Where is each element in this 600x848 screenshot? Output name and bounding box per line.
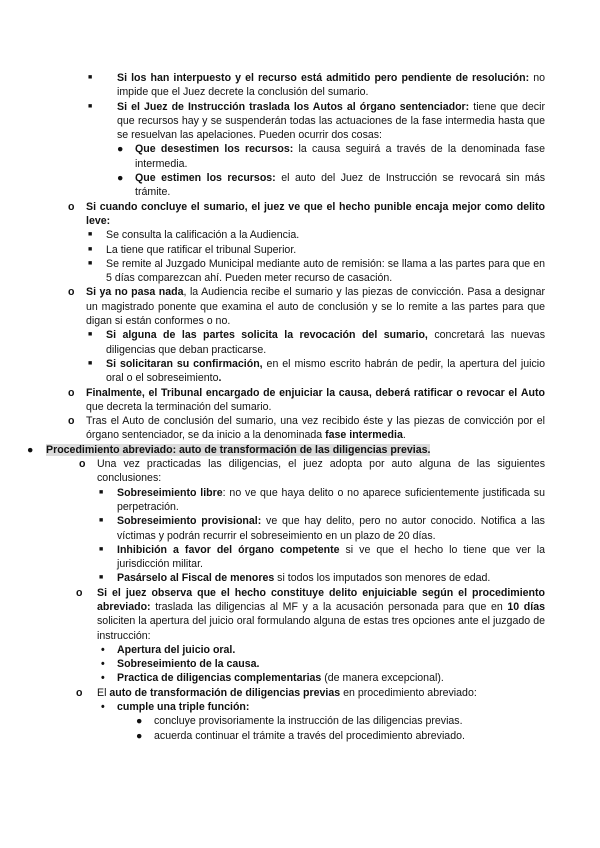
list-item — [79, 457, 545, 486]
item-text: El — [97, 686, 110, 699]
bullet-icon: ● — [117, 172, 124, 185]
list-item — [101, 700, 545, 714]
list-item — [88, 100, 545, 143]
item-text: Tras el Auto de conclusión del sumario, una vez recibido éste y las piezas de convicción por el órgano sentenciador, se da inicio a la denominada — [86, 415, 545, 442]
square-bullet-icon: ■ — [88, 74, 93, 81]
square-bullet-icon: ■ — [88, 359, 93, 367]
list-item — [136, 714, 545, 728]
item-text: traslada las diligencias al MF y a la acusación personada para que en — [150, 600, 508, 613]
section-title: Procedimiento abreviado: auto de transformación de las diligencias previas. — [46, 443, 431, 456]
list-item — [99, 543, 545, 572]
circle-bullet-icon: o — [68, 286, 75, 299]
list-item — [101, 657, 545, 671]
item-heading: Si el Juez de Instrucción traslada los Autos al órgano sentenciador: — [117, 100, 470, 113]
item-heading: Apertura del juicio oral. — [117, 643, 236, 656]
list-item — [88, 357, 545, 386]
bullet-icon: ● — [136, 729, 143, 742]
item-heading: fase intermedia — [325, 429, 403, 442]
item-heading: Si cuando concluye el sumario, el juez ve que el hecho punible encaja mejor como delito leve: — [86, 200, 545, 227]
list-item — [117, 171, 546, 200]
list-item — [99, 514, 545, 543]
item-text: Se remite al Juzgado Municipal mediante auto de remisión: se llama a las partes para que en 5 días comparezcan ahí. Pueden meter recurso de casación. — [106, 257, 545, 285]
list-item — [68, 414, 545, 443]
list-item — [88, 257, 545, 286]
list-item — [68, 285, 545, 328]
list-item — [68, 386, 545, 415]
item-heading: Que estimen los recursos: — [135, 172, 276, 185]
item-text: el auto del Juez de Instrucción se revocará sin más trámite. — [135, 172, 546, 199]
item-text: en procedimiento abreviado: — [340, 686, 477, 699]
list-item — [88, 228, 545, 242]
item-heading: Practica de diligencias complementarias — [117, 672, 322, 685]
item-text: Se consulta la calificación a la Audiencia. — [106, 229, 300, 242]
item-text: ve que hay delito, pero no autor conocido. Notifica a las víctimas y podrán recurrir el sobreseimiento en un plazo de 20 días. — [117, 515, 545, 542]
circle-bullet-icon: o — [68, 200, 75, 213]
item-text: en el mismo escrito habrán de pedir, la apertura del juicio oral o el sobreseimiento — [106, 357, 545, 385]
circle-bullet-icon: o — [76, 586, 83, 599]
list-item — [88, 328, 545, 357]
list-item — [76, 586, 545, 643]
item-text: soliciten la apertura del juicio oral formulando alguna de estas tres opciones ante el juzgado de instrucción: — [97, 615, 545, 642]
square-bullet-icon: ■ — [88, 245, 93, 253]
circle-bullet-icon: o — [79, 458, 86, 471]
item-heading: 10 días — [507, 600, 545, 613]
circle-bullet-icon: o — [68, 386, 75, 399]
bullet-icon: • — [101, 658, 105, 671]
circle-bullet-icon: o — [68, 415, 75, 428]
item-text: concretará las nuevas diligencias que deban practicarse. — [106, 329, 545, 356]
item-end: . — [402, 429, 406, 442]
bullet-icon: • — [101, 672, 105, 685]
square-bullet-icon: ■ — [99, 545, 104, 553]
item-text: : no ve que haya delito o no aparece suficientemente justificada su perpetración. — [117, 486, 545, 513]
item-text: tiene que decir que recursos hay y se suspenderán todas las actuaciones de la fase intermedia hasta que se resuelvan las apelaciones. Pueden ocurrir dos cosas: — [117, 100, 545, 142]
square-bullet-icon: ■ — [99, 488, 104, 496]
bullet-icon: • — [101, 701, 105, 714]
bullet-icon: ● — [136, 715, 143, 728]
circle-bullet-icon: o — [76, 686, 83, 699]
list-item — [101, 643, 545, 657]
bullet-icon: ● — [117, 143, 124, 156]
item-text: Una vez practicadas las diligencias, el juez adopta por auto alguna de las siguientes conclusiones: — [97, 458, 545, 485]
item-text: que decreta la terminación del sumario. — [86, 400, 272, 413]
item-heading: cumple una triple función: — [117, 701, 250, 714]
item-end: . — [218, 372, 222, 385]
item-heading: Si ya no pasa nada — [86, 286, 184, 299]
item-text: , la Audiencia recibe el sumario y las piezas de convicción. Pasa a designar un magistrado ponente que examina el auto de conclusión y se lo remite a las partes para que digan si están conformes o no. — [86, 286, 545, 328]
item-text: La tiene que ratificar el tribunal Superior. — [106, 243, 297, 256]
square-bullet-icon: ■ — [99, 517, 104, 525]
item-heading: Sobreseimiento provisional: — [117, 515, 262, 528]
list-item — [76, 686, 545, 700]
item-text: si todos los imputados son menores de edad. — [274, 572, 491, 585]
list-item — [136, 729, 545, 743]
item-heading: Finalmente, el Tribunal encargado de enjuiciar la causa, deberá ratificar o revocar el — [86, 386, 518, 399]
item-heading: Si los han interpuesto y el recurso está admitido pero pendiente de resolución: — [117, 72, 530, 84]
square-bullet-icon: ■ — [88, 231, 93, 239]
list-item — [88, 243, 545, 257]
item-text: concluye provisoriamente la instrucción de las diligencias previas. — [154, 715, 463, 728]
list-item — [99, 486, 545, 515]
page-content — [0, 71, 600, 743]
item-text: si ve que el hecho lo tiene que ver la jurisdicción militar. — [117, 543, 545, 571]
item-heading: Que desestimen los recursos: — [135, 143, 294, 156]
item-heading: Sobreseimiento libre — [117, 486, 223, 499]
list-item — [68, 200, 545, 229]
list-item — [117, 142, 545, 171]
list-item — [101, 671, 545, 685]
item-heading: Inhibición a favor del órgano competente — [117, 543, 340, 556]
bullet-icon: • — [101, 643, 105, 656]
square-bullet-icon: ■ — [88, 259, 93, 267]
item-heading: Si alguna de las partes solicita la revocación del sumario, — [106, 329, 428, 342]
item-text: no impide que el Juez decrete la conclusión del sumario. — [117, 72, 546, 99]
list-item — [88, 71, 546, 100]
item-heading: Si el juez observa que el hecho constituye delito enjuiciable según el procedimiento abreviado: — [97, 586, 545, 613]
item-heading: auto de transformación de diligencias previas — [109, 686, 341, 699]
square-bullet-icon: ■ — [99, 574, 104, 582]
bullet-icon: ● — [27, 443, 34, 456]
list-item — [99, 571, 545, 585]
square-bullet-icon: ■ — [88, 102, 93, 110]
section-heading — [27, 443, 545, 457]
item-heading: Pasárselo al Fiscal de menores — [117, 572, 275, 585]
item-text: acuerda continuar el trámite a través del procedimiento abreviado. — [154, 729, 465, 742]
item-heading: Si solicitaran su confirmación, — [106, 357, 263, 370]
item-text: (de manera excepcional). — [321, 672, 444, 685]
item-text: la causa seguirá a través de la denominada fase intermedia. — [135, 143, 545, 170]
item-heading: Sobreseimiento de la causa. — [117, 658, 260, 671]
square-bullet-icon: ■ — [88, 331, 93, 339]
item-heading: Auto — [520, 386, 545, 399]
